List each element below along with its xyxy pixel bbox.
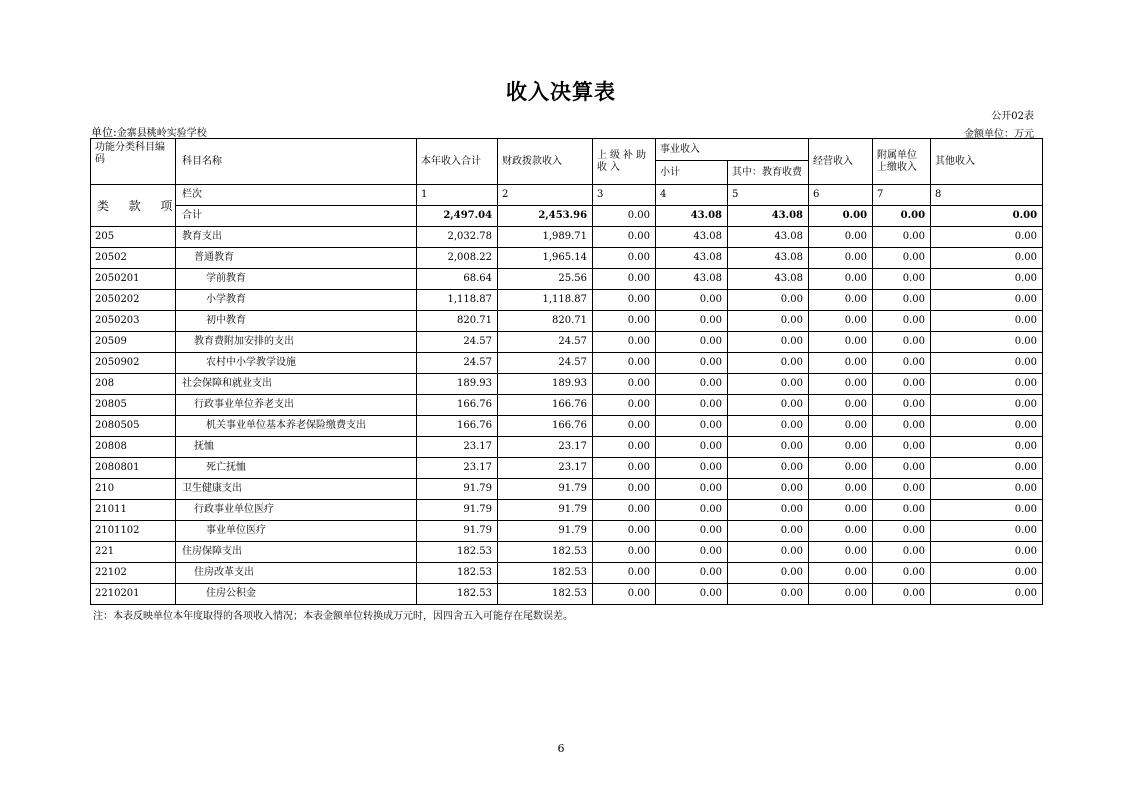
income-table xyxy=(90,138,1043,605)
row-value: 0.00 xyxy=(809,416,873,437)
row-value: 43.08 xyxy=(728,227,809,248)
row-value: 0.00 xyxy=(593,332,656,353)
row-value: 0.00 xyxy=(931,290,1043,311)
row-value: 0.00 xyxy=(656,353,728,374)
row-value: 0.00 xyxy=(593,248,656,269)
col-num-1: 1 xyxy=(417,185,498,206)
row-value: 0.00 xyxy=(728,332,809,353)
row-subject-name: 教育支出 xyxy=(176,227,417,248)
row-subject-name: 机关事业单位基本养老保险缴费支出 xyxy=(176,416,417,437)
row-value: 0.00 xyxy=(656,311,728,332)
total-value: 0.00 xyxy=(931,206,1043,227)
row-value: 0.00 xyxy=(809,290,873,311)
row-value: 0.00 xyxy=(809,584,873,605)
row-code: 208 xyxy=(91,374,176,395)
row-value: 0.00 xyxy=(728,374,809,395)
row-value: 0.00 xyxy=(728,563,809,584)
row-code: 20808 xyxy=(91,437,176,458)
row-code: 2101102 xyxy=(91,521,176,542)
row-subject-name: 住房保障支出 xyxy=(176,542,417,563)
row-value: 0.00 xyxy=(809,353,873,374)
row-value: 0.00 xyxy=(593,374,656,395)
header-row-1 xyxy=(91,139,1043,161)
table-row xyxy=(91,269,1043,290)
row-value: 0.00 xyxy=(656,374,728,395)
row-value: 0.00 xyxy=(656,395,728,416)
row-value: 0.00 xyxy=(931,584,1043,605)
total-value: 0.00 xyxy=(873,206,931,227)
row-value: 0.00 xyxy=(931,353,1043,374)
row-code: 221 xyxy=(91,542,176,563)
table-row xyxy=(91,500,1043,521)
row-value: 0.00 xyxy=(728,479,809,500)
row-value: 0.00 xyxy=(656,479,728,500)
row-value: 0.00 xyxy=(728,521,809,542)
row-value: 0.00 xyxy=(873,584,931,605)
row-value: 0.00 xyxy=(873,395,931,416)
row-value: 820.71 xyxy=(417,311,498,332)
row-value: 182.53 xyxy=(498,542,593,563)
total-value: 43.08 xyxy=(656,206,728,227)
row-code: 20805 xyxy=(91,395,176,416)
total-value: 0.00 xyxy=(809,206,873,227)
row-value: 91.79 xyxy=(498,500,593,521)
row-subject-name: 学前教育 xyxy=(176,269,417,290)
row-subject-name: 事业单位医疗 xyxy=(176,521,417,542)
header-subtotal: 小计 xyxy=(656,161,728,185)
row-value: 23.17 xyxy=(417,458,498,479)
row-value: 0.00 xyxy=(809,563,873,584)
row-value: 0.00 xyxy=(873,437,931,458)
row-value: 1,965.14 xyxy=(498,248,593,269)
row-subject-name: 抚恤 xyxy=(176,437,417,458)
row-value: 0.00 xyxy=(931,227,1043,248)
row-value: 0.00 xyxy=(728,416,809,437)
row-value: 68.64 xyxy=(417,269,498,290)
row-value: 0.00 xyxy=(873,521,931,542)
header-superior: 上级补助收入 xyxy=(593,139,656,185)
row-code: 2080801 xyxy=(91,458,176,479)
row-subject-name: 初中教育 xyxy=(176,311,417,332)
row-value: 189.93 xyxy=(498,374,593,395)
col-num-4: 4 xyxy=(656,185,728,206)
row-value: 166.76 xyxy=(417,416,498,437)
row-value: 0.00 xyxy=(593,416,656,437)
row-value: 0.00 xyxy=(656,437,728,458)
total-value: 43.08 xyxy=(728,206,809,227)
row-code: 2050201 xyxy=(91,269,176,290)
row-value: 0.00 xyxy=(931,500,1043,521)
row-value: 0.00 xyxy=(728,395,809,416)
table-row xyxy=(91,248,1043,269)
row-value: 0.00 xyxy=(873,269,931,290)
row-value: 0.00 xyxy=(593,227,656,248)
row-value: 0.00 xyxy=(593,521,656,542)
row-value: 24.57 xyxy=(498,332,593,353)
row-value: 0.00 xyxy=(931,248,1043,269)
header-affiliated: 附属单位上缴收入 xyxy=(873,139,931,185)
row-value: 2,032.78 xyxy=(417,227,498,248)
row-value: 166.76 xyxy=(417,395,498,416)
row-code: 2050202 xyxy=(91,290,176,311)
row-value: 0.00 xyxy=(656,416,728,437)
index-row xyxy=(91,185,1043,206)
row-value: 0.00 xyxy=(593,395,656,416)
row-value: 0.00 xyxy=(873,332,931,353)
row-subject-name: 卫生健康支出 xyxy=(176,479,417,500)
row-value: 0.00 xyxy=(873,353,931,374)
row-value: 24.57 xyxy=(417,332,498,353)
unit-value: 金寨县桃岭实验学校 xyxy=(116,128,207,139)
row-value: 0.00 xyxy=(809,227,873,248)
row-value: 0.00 xyxy=(873,479,931,500)
row-subject-name: 小学教育 xyxy=(176,290,417,311)
row-value: 0.00 xyxy=(656,332,728,353)
row-value: 2,008.22 xyxy=(417,248,498,269)
header-kuan: 款 xyxy=(128,198,141,213)
row-value: 0.00 xyxy=(809,437,873,458)
amount-unit: 金额单位：万元 xyxy=(964,129,1034,140)
header-total-income: 本年收入合计 xyxy=(417,139,498,185)
row-value: 0.00 xyxy=(873,542,931,563)
row-value: 0.00 xyxy=(809,374,873,395)
header-subject-name: 科目名称 xyxy=(176,139,417,185)
row-value: 0.00 xyxy=(728,542,809,563)
row-value: 0.00 xyxy=(656,458,728,479)
row-value: 0.00 xyxy=(873,563,931,584)
row-value: 0.00 xyxy=(931,332,1043,353)
row-value: 182.53 xyxy=(417,584,498,605)
row-value: 0.00 xyxy=(656,542,728,563)
lei-kuan-xiang xyxy=(91,185,176,227)
header-column-index: 栏次 xyxy=(176,185,417,206)
row-value: 0.00 xyxy=(593,542,656,563)
row-value: 0.00 xyxy=(593,584,656,605)
row-value: 0.00 xyxy=(931,311,1043,332)
row-value: 0.00 xyxy=(593,563,656,584)
row-code: 2210201 xyxy=(91,584,176,605)
row-value: 91.79 xyxy=(498,479,593,500)
row-value: 0.00 xyxy=(728,584,809,605)
row-code: 20509 xyxy=(91,332,176,353)
row-value: 0.00 xyxy=(593,269,656,290)
row-code: 20502 xyxy=(91,248,176,269)
total-row xyxy=(91,206,1043,227)
row-value: 0.00 xyxy=(593,353,656,374)
row-value: 0.00 xyxy=(593,479,656,500)
row-value: 1,989.71 xyxy=(498,227,593,248)
row-value: 0.00 xyxy=(873,500,931,521)
row-value: 0.00 xyxy=(931,395,1043,416)
row-value: 0.00 xyxy=(593,290,656,311)
row-value: 24.57 xyxy=(498,353,593,374)
table-row xyxy=(91,479,1043,500)
row-value: 0.00 xyxy=(809,479,873,500)
row-subject-name: 社会保障和就业支出 xyxy=(176,374,417,395)
header-fiscal: 财政拨款收入 xyxy=(498,139,593,185)
row-value: 0.00 xyxy=(809,311,873,332)
row-value: 0.00 xyxy=(728,311,809,332)
total-value: 2,453.96 xyxy=(498,206,593,227)
row-value: 23.17 xyxy=(417,437,498,458)
row-value: 0.00 xyxy=(931,437,1043,458)
total-label: 合计 xyxy=(176,206,417,227)
row-value: 0.00 xyxy=(931,479,1043,500)
row-value: 182.53 xyxy=(417,542,498,563)
row-value: 0.00 xyxy=(809,521,873,542)
col-num-3: 3 xyxy=(593,185,656,206)
row-value: 43.08 xyxy=(656,248,728,269)
row-value: 189.93 xyxy=(417,374,498,395)
row-value: 820.71 xyxy=(498,311,593,332)
row-code: 2050203 xyxy=(91,311,176,332)
header-operating: 经营收入 xyxy=(809,139,873,185)
header-edu-fee: 其中：教育收费 xyxy=(728,161,809,185)
row-value: 43.08 xyxy=(728,248,809,269)
row-value: 0.00 xyxy=(809,332,873,353)
row-value: 0.00 xyxy=(728,500,809,521)
row-value: 43.08 xyxy=(728,269,809,290)
row-value: 0.00 xyxy=(809,248,873,269)
table-row xyxy=(91,458,1043,479)
data-rows xyxy=(91,227,1043,605)
row-value: 0.00 xyxy=(931,521,1043,542)
row-value: 166.76 xyxy=(498,416,593,437)
row-value: 0.00 xyxy=(809,269,873,290)
form-code: 公开02表 xyxy=(991,111,1034,122)
table-row xyxy=(91,395,1043,416)
row-value: 0.00 xyxy=(873,227,931,248)
row-subject-name: 行政事业单位医疗 xyxy=(176,500,417,521)
row-value: 91.79 xyxy=(417,479,498,500)
row-code: 2080505 xyxy=(91,416,176,437)
row-value: 0.00 xyxy=(873,458,931,479)
page-number: 6 xyxy=(557,742,565,755)
table-row xyxy=(91,374,1043,395)
row-value: 0.00 xyxy=(593,311,656,332)
total-value: 0.00 xyxy=(593,206,656,227)
row-value: 0.00 xyxy=(873,290,931,311)
row-value: 0.00 xyxy=(728,437,809,458)
row-value: 0.00 xyxy=(809,458,873,479)
row-code: 21011 xyxy=(91,500,176,521)
row-value: 0.00 xyxy=(593,458,656,479)
row-value: 0.00 xyxy=(656,521,728,542)
row-value: 166.76 xyxy=(498,395,593,416)
table-row xyxy=(91,290,1043,311)
table-row xyxy=(91,353,1043,374)
table-row xyxy=(91,437,1043,458)
header-func-code: 功能分类科目编码 xyxy=(91,139,176,185)
row-value: 0.00 xyxy=(931,416,1043,437)
unit-label: 单位: xyxy=(91,126,117,139)
row-value: 0.00 xyxy=(728,458,809,479)
header-other: 其他收入 xyxy=(931,139,1043,185)
row-value: 0.00 xyxy=(656,584,728,605)
row-value: 1,118.87 xyxy=(498,290,593,311)
row-value: 91.79 xyxy=(417,500,498,521)
row-value: 0.00 xyxy=(728,290,809,311)
row-subject-name: 农村中小学教学设施 xyxy=(176,353,417,374)
row-value: 25.56 xyxy=(498,269,593,290)
row-subject-name: 教育费附加安排的支出 xyxy=(176,332,417,353)
table-row xyxy=(91,563,1043,584)
row-subject-name: 普通教育 xyxy=(176,248,417,269)
row-value: 0.00 xyxy=(809,500,873,521)
row-value: 0.00 xyxy=(656,500,728,521)
total-value: 2,497.04 xyxy=(417,206,498,227)
row-value: 0.00 xyxy=(809,395,873,416)
row-value: 23.17 xyxy=(498,458,593,479)
row-value: 182.53 xyxy=(498,563,593,584)
footnote: 注：本表反映单位本年度取得的各项收入情况；本表金额单位转换成万元时，因四舍五入可能存在尾数误差。 xyxy=(93,611,573,622)
header-business: 事业收入 xyxy=(656,139,809,161)
row-value: 0.00 xyxy=(593,437,656,458)
row-value: 182.53 xyxy=(417,563,498,584)
col-num-2: 2 xyxy=(498,185,593,206)
row-code: 2050902 xyxy=(91,353,176,374)
row-value: 0.00 xyxy=(873,374,931,395)
row-value: 0.00 xyxy=(656,563,728,584)
col-num-8: 8 xyxy=(931,185,1043,206)
row-code: 205 xyxy=(91,227,176,248)
row-value: 0.00 xyxy=(931,374,1043,395)
row-value: 0.00 xyxy=(931,563,1043,584)
table-row xyxy=(91,521,1043,542)
row-value: 43.08 xyxy=(656,227,728,248)
row-subject-name: 住房公积金 xyxy=(176,584,417,605)
row-value: 0.00 xyxy=(931,269,1043,290)
table-row xyxy=(91,227,1043,248)
row-value: 0.00 xyxy=(728,353,809,374)
header-xiang: 项 xyxy=(160,198,173,213)
row-value: 0.00 xyxy=(931,458,1043,479)
col-num-6: 6 xyxy=(809,185,873,206)
row-value: 182.53 xyxy=(498,584,593,605)
row-value: 0.00 xyxy=(931,542,1043,563)
row-value: 91.79 xyxy=(417,521,498,542)
col-num-5: 5 xyxy=(728,185,809,206)
row-subject-name: 死亡抚恤 xyxy=(176,458,417,479)
row-code: 210 xyxy=(91,479,176,500)
row-value: 1,118.87 xyxy=(417,290,498,311)
row-value: 0.00 xyxy=(873,311,931,332)
row-value: 43.08 xyxy=(656,269,728,290)
row-subject-name: 行政事业单位养老支出 xyxy=(176,395,417,416)
row-value: 23.17 xyxy=(498,437,593,458)
table-row xyxy=(91,416,1043,437)
row-value: 0.00 xyxy=(656,290,728,311)
page-title: 收入决算表 xyxy=(506,80,616,104)
table-row xyxy=(91,584,1043,605)
header-lei: 类 xyxy=(97,198,110,213)
row-value: 24.57 xyxy=(417,353,498,374)
table-row xyxy=(91,332,1043,353)
row-value: 91.79 xyxy=(498,521,593,542)
row-code: 22102 xyxy=(91,563,176,584)
col-num-7: 7 xyxy=(873,185,931,206)
row-subject-name: 住房改革支出 xyxy=(176,563,417,584)
table-row xyxy=(91,542,1043,563)
row-value: 0.00 xyxy=(873,248,931,269)
row-value: 0.00 xyxy=(593,500,656,521)
table-row xyxy=(91,311,1043,332)
row-value: 0.00 xyxy=(873,416,931,437)
row-value: 0.00 xyxy=(809,542,873,563)
